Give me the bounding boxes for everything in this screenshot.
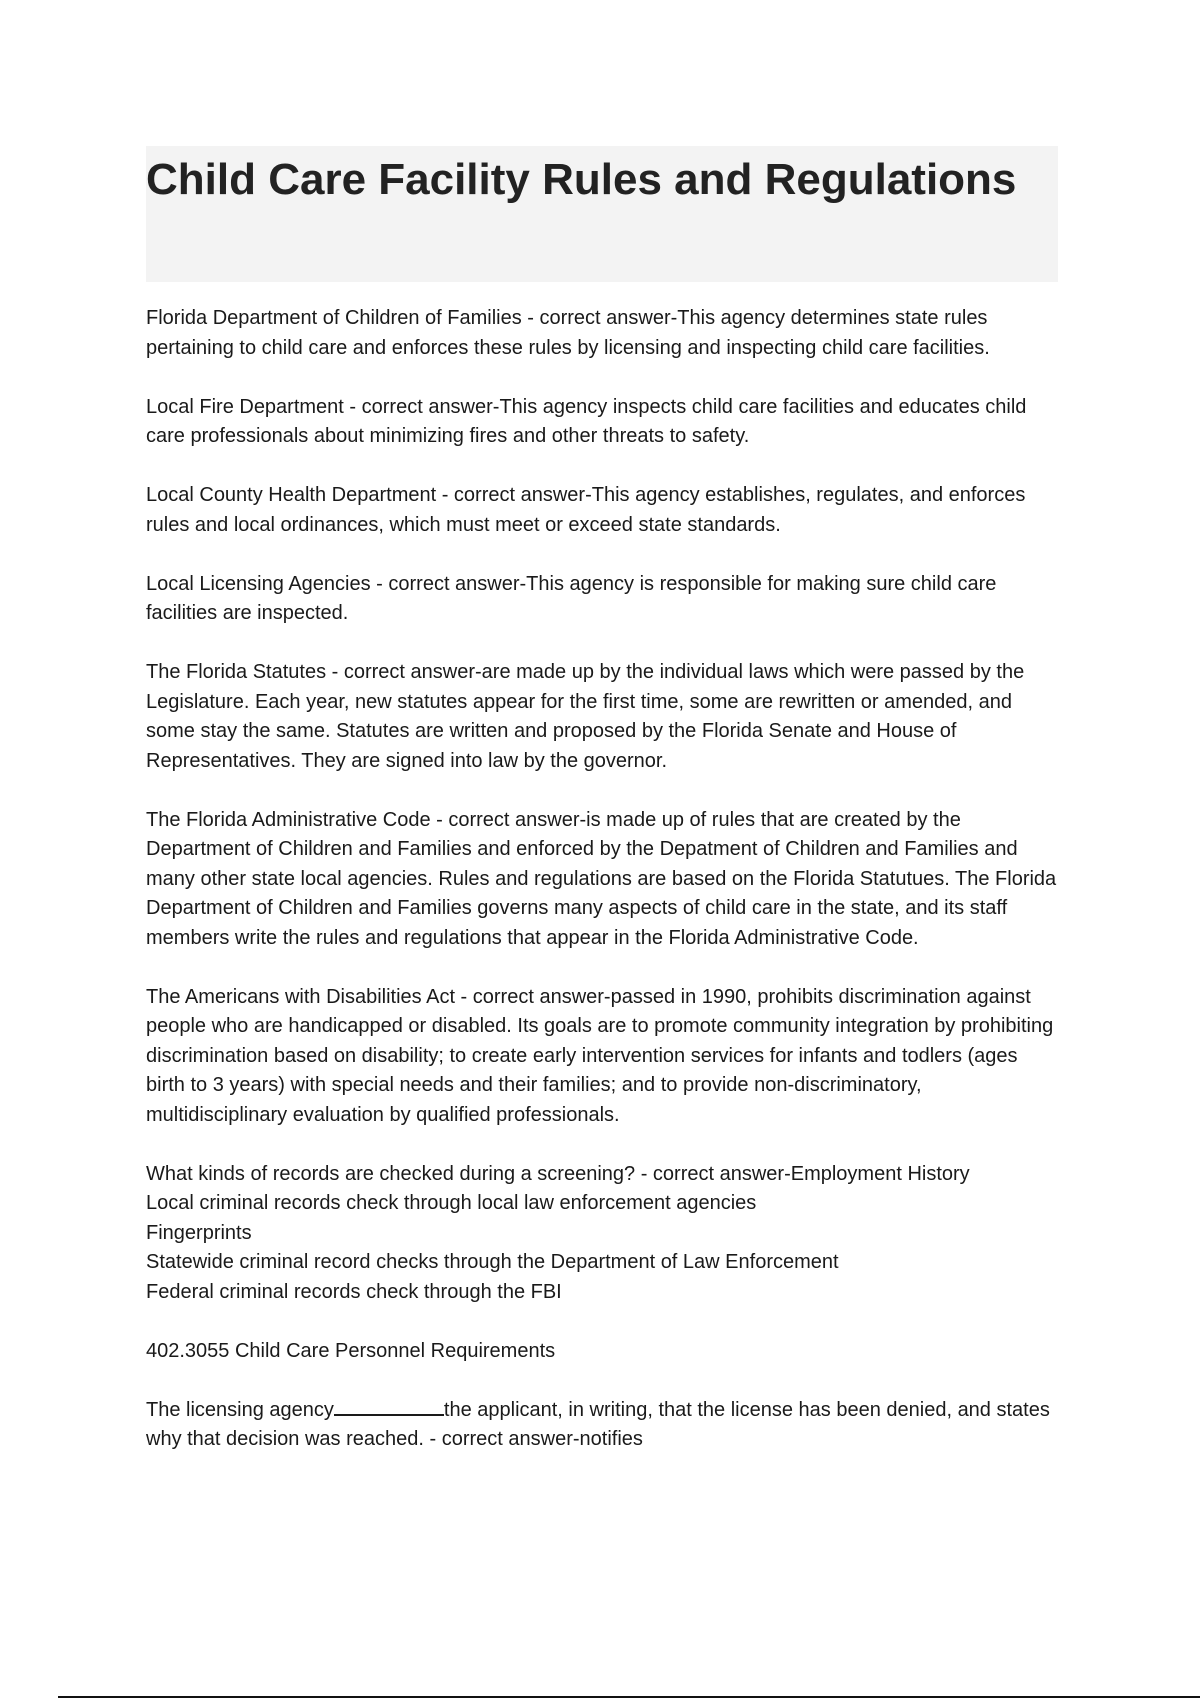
document-content: [146, 304, 1058, 1455]
page-bottom-divider: [58, 1696, 1200, 1698]
paragraph-screening-records: What kinds of records are checked during a screening? - correct answer-Employment History Local criminal records check through local law enforcement agencies Fingerprints Statewide criminal record checks through the Department of Law Enforcement Federal criminal records check through the FBI: [146, 1162, 970, 1303]
fill-in-text-after: the applicant, in writing, that the license has been denied, and states why that decision was reached. - correct answer-notifies: [146, 1398, 1050, 1450]
section-heading-402-3055: 402.3055 Child Care Personnel Requirements: [146, 1339, 556, 1362]
title-block: [146, 146, 1058, 282]
fill-in-text-before: The licensing agency: [146, 1398, 334, 1421]
paragraph-florida-statutes: The Florida Statutes - correct answer-are made up by the individual laws which were passed by the Legislature. Each year, new statutes appear for the first time, some are rewritten or amended, and some stay the same. Statutes are written and proposed by the Florida Senate and House of Representatives. They are signed into law by the governor.: [146, 661, 1025, 772]
page-title: Child Care Facility Rules and Regulations: [146, 155, 1017, 204]
paragraph-administrative-code: The Florida Administrative Code - correct answer-is made up of rules that are created by the Department of Children and Families and enforced by the Depatment of Children and Families and many other state local agencies. Rules and regulations are based on the Florida Statutues. The Florida Department of Children and Families governs many aspects of child care in the state, and its staff members write the rules and regulations that appear in the Florida Administrative Code.: [146, 808, 1057, 949]
fill-in-blank-line: [334, 1396, 444, 1416]
paragraph-ada: The Americans with Disabilities Act - correct answer-passed in 1990, prohibits discrimination against people who are handicapped or disabled. Its goals are to promote community integration by prohibiting discrimination based on disability; to create early intervention services for infants and todlers (ages birth to 3 years) with special needs and their families; and to provide non-discriminatory, multidisciplinary evaluation by qualified professionals.: [146, 985, 1054, 1126]
paragraph-health-department: Local County Health Department - correct answer-This agency establishes, regulates, and enforces rules and local ordinances, which must meet or exceed state standards.: [146, 484, 1026, 536]
paragraph-licensing-agencies: Local Licensing Agencies - correct answer-This agency is responsible for making sure child care facilities are inspected.: [146, 572, 997, 624]
paragraph-dcf: Florida Department of Children of Families - correct answer-This agency determines state rules pertaining to child care and enforces these rules by licensing and inspecting child care facilities.: [146, 307, 990, 359]
paragraph-fill-in-blank: [146, 1396, 1058, 1455]
paragraph-fire-department: Local Fire Department - correct answer-This agency inspects child care facilities and educates child care professionals about minimizing fires and other threats to safety.: [146, 395, 1027, 447]
document-page: [146, 146, 1058, 1484]
